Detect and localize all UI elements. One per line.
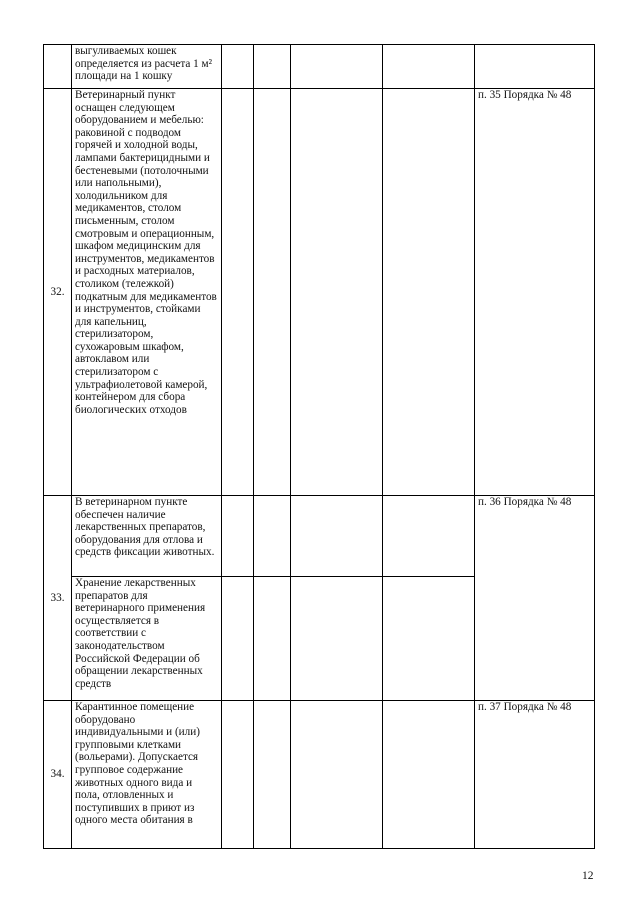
- reference-cell: [475, 45, 595, 89]
- row-number: [44, 45, 72, 89]
- answer-yes-cell: [222, 701, 254, 849]
- note-cell: [383, 45, 475, 89]
- note-cell: [383, 89, 475, 496]
- answer-no-cell: [254, 701, 291, 849]
- table-row: [44, 89, 595, 496]
- reference-cell: п. 36 Порядка № 48: [475, 496, 595, 701]
- answer-no-cell: [254, 577, 291, 701]
- row-number: 32.: [44, 89, 72, 496]
- requirement-cell: Карантинное помещение оборудовано индивидуальными и (или) групповыми клетками (вольерами). Допускается групповое содержание животных одного вида и пола, отловленных и поступивших в приют из одного места обитания в: [72, 701, 222, 849]
- answer-na-cell: [291, 577, 383, 701]
- answer-yes-cell: [222, 496, 254, 577]
- requirement-cell: Хранение лекарственных препаратов для ветеринарного применения осуществляется в соответствии с законодательством Российской Федерации об обращении лекарственных средств: [72, 577, 222, 701]
- reference-cell: п. 37 Порядка № 48: [475, 701, 595, 849]
- requirement-cell: выгуливаемых кошек определяется из расчета 1 м² площади на 1 кошку: [72, 45, 222, 89]
- table-row: [44, 496, 595, 577]
- row-number: 33.: [44, 496, 72, 701]
- note-cell: [383, 701, 475, 849]
- answer-no-cell: [254, 45, 291, 89]
- table-row: [44, 45, 595, 89]
- answer-no-cell: [254, 496, 291, 577]
- answer-yes-cell: [222, 45, 254, 89]
- row-number: 34.: [44, 701, 72, 849]
- answer-yes-cell: [222, 89, 254, 496]
- answer-na-cell: [291, 496, 383, 577]
- table-row: [44, 701, 595, 849]
- note-cell: [383, 577, 475, 701]
- note-cell: [383, 496, 475, 577]
- answer-na-cell: [291, 89, 383, 496]
- answer-yes-cell: [222, 577, 254, 701]
- answer-na-cell: [291, 45, 383, 89]
- reference-cell: п. 35 Порядка № 48: [475, 89, 595, 496]
- requirement-cell: Ветеринарный пункт оснащен следующем оборудованием и мебелью: раковиной с подводом горячей и холодной воды, лампами бактерицидными и бестеневыми (потолочными или напольными), холодильником для медикаментов, столом письменным, столом смотровым и операционным, шкафом медицинским для инструментов, медикаментов и расходных материалов, столиком (тележкой) подкатным для медикаментов и инструментов, стойками для капельниц, стерилизатором, сухожаровым шкафом, автоклавом или стерилизатором с ультрафиолетовой камерой, контейнером для сбора биологических отходов: [72, 89, 222, 496]
- requirement-cell: В ветеринарном пункте обеспечен наличие лекарственных препаратов, оборудования для отлова и средств фиксации животных.: [72, 496, 222, 577]
- page-number: 12: [582, 870, 594, 882]
- checklist-table: [43, 44, 595, 849]
- answer-na-cell: [291, 701, 383, 849]
- answer-no-cell: [254, 89, 291, 496]
